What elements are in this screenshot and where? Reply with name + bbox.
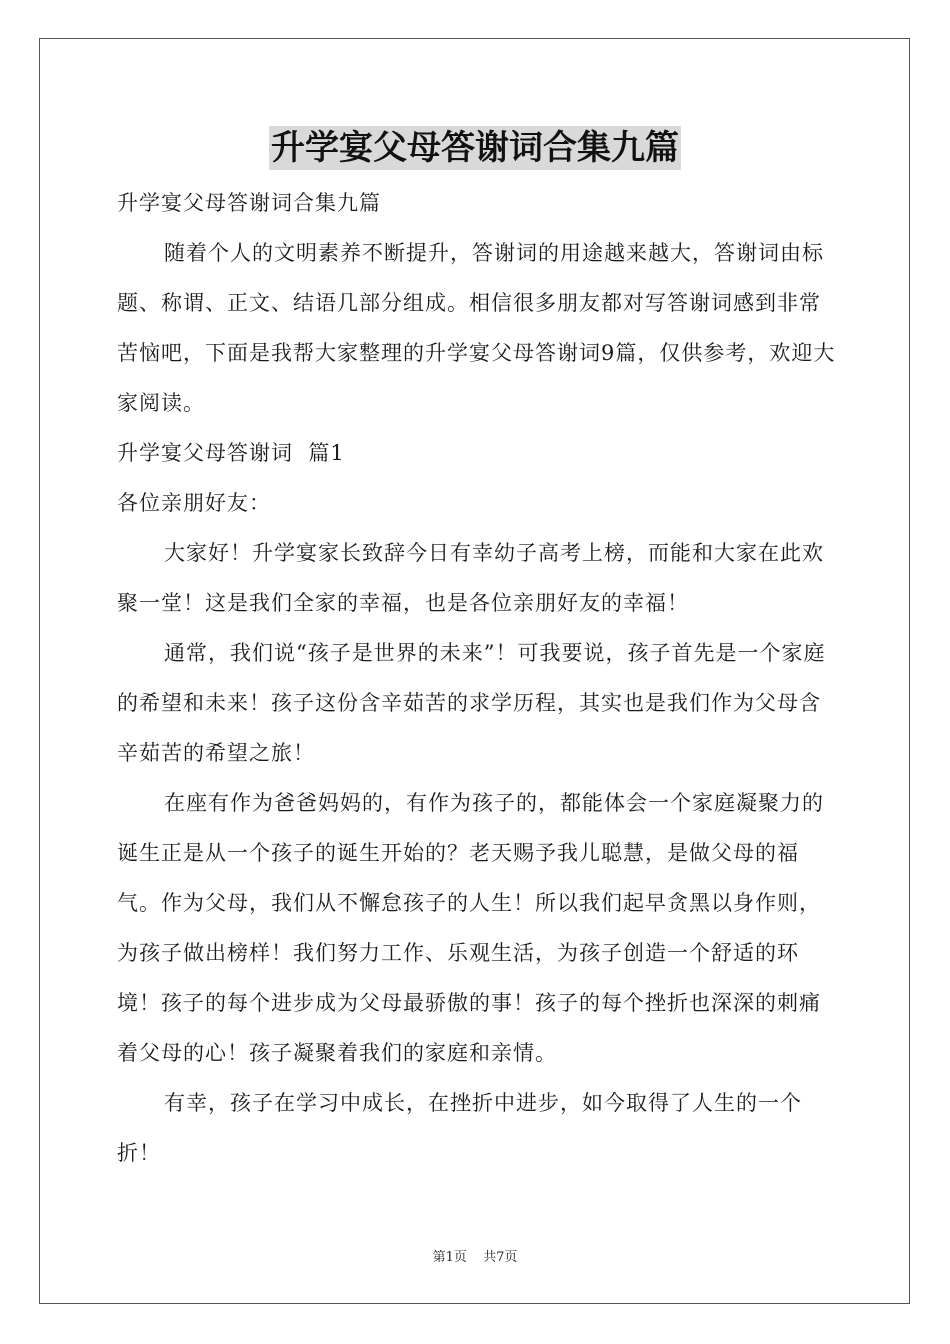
page-footer — [0, 1246, 950, 1265]
page-number: 第1页 — [432, 1250, 467, 1265]
intro-paragraph: 随着个人的文明素养不断提升，答谢词的用途越来越大，答谢词由标题、称谓、正文、结语几部分组成。相信很多朋友都对写答谢词感到非常苦恼吧，下面是我帮大家整理的升学宴父母答谢词9篇，仅供参考，欢迎大家阅读。 — [117, 241, 836, 415]
salutation: 各位亲朋好友： — [117, 491, 271, 515]
document-title: 升学宴父母答谢词合集九篇 — [271, 128, 679, 168]
document-body — [117, 178, 837, 1178]
title-container — [0, 126, 950, 170]
body-paragraph: 在座有作为爸爸妈妈的，有作为孩子的，都能体会一个家庭凝聚力的诞生正是从一个孩子的诞生开始的？老天赐予我儿聪慧，是做父母的福气。作为父母，我们从不懈怠孩子的人生！所以我们起早贪黑以身作则，为孩子做出榜样！我们努力工作、乐观生活，为孩子创造一个舒适的环境！孩子的每个进步成为父母最骄傲的事！孩子的每个挫折也深深的刺痛着父母的心！孩子凝聚着我们的家庭和亲情。 — [117, 791, 824, 1065]
document-subtitle: 升学宴父母答谢词合集九篇 — [117, 191, 381, 215]
body-paragraph: 通常，我们说“孩子是世界的未来”！可我要说，孩子首先是一个家庭的希望和未来！孩子这份含辛茹苦的求学历程，其实也是我们作为父母含辛茹苦的希望之旅！ — [117, 641, 826, 765]
body-paragraph: 有幸，孩子在学习中成长，在挫折中进步，如今取得了人生的一个折！ — [117, 1091, 802, 1165]
body-paragraph: 大家好！升学宴家长致辞今日有幸幼子高考上榜，而能和大家在此欢聚一堂！这是我们全家的幸福，也是各位亲朋好友的幸福！ — [117, 541, 824, 615]
section-heading: 升学宴父母答谢词 篇1 — [117, 441, 345, 465]
page-total: 共7页 — [483, 1250, 518, 1265]
